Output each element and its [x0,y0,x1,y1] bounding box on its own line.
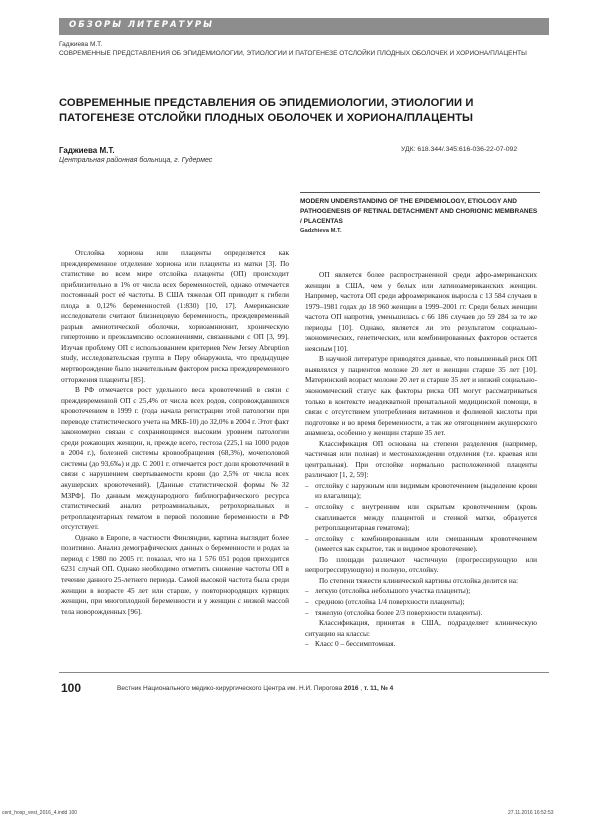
article-title: СОВРЕМЕННЫЕ ПРЕДСТАВЛЕНИЯ ОБ ЭПИДЕМИОЛОГИИ, ЭТИОЛОГИИ И ПАТОГЕНЕЗЕ ОТСЛОЙКИ ПЛОДНЫХ ОБОЛОЧЕК И ХОРИОНА/ПЛАЦЕНТЫ [59,97,474,124]
list-item: – отслойку с внутренним или скрытым кровотечением (кровь скапливается между плацентой и стенкой матки, образуется ретроплацентарная гематома); [305,502,537,534]
footer-divider [59,672,549,673]
list-item: – отслойку с комбинированным или смешанным кровотечением (имеется как скрытое, так и видимое кровотечение). [305,534,537,555]
paragraph: Классификация, принятая в США, подразделяет клиническую ситуацию на классы: [305,618,537,638]
left-column [61,248,289,617]
section-header-bar [59,18,549,35]
paragraph: В научной литературе приводятся данные, что повышенный риск ОП выявлялся у пациентов моложе 20 лет и женщин старше 35 лет [10]. Материнский возраст моложе 20 лет и старше 35 лет и низкий социально-экономический статус как факторы риска ОП могут рассматриваться только в контексте неадекватной пренатальной медицинской помощи, в связи с отсутствием употребления витаминов и фолиевой кислоты при подготовке и во время беременности, а так же отягощением акушерского анамнеза, особенно у женщин старше 35 лет. [305,354,537,438]
list-item: – среднюю (отслойка 1/4 поверхности плаценты); [305,597,537,608]
paragraph: ОП является более распространенной среди афро-американских женщин в США, чем у белых или латиноамериканских женщин. Например, частота ОП среди афроамериканок выросла с 13 584 случаев в 1979–1981 годах до 18 960 женщин в 1999–2001 гг. Среди белых женщин частота ОП напротив, уменьшилась с 66 186 случаев до 59 284 за те же периоды [10]. Однако, является ли это результатом социально-экономических, генетических, или комбинированных факторов остается неясным [10]. [305,270,537,353]
english-title: MODERN UNDERSTANDING OF THE EPIDEMIOLOGY, ETIOLOGY AND PATHOGENESIS OF RETINAL DETACHMENT AND CHORIONIC MEMBRANES / PLACENTAS [300,198,538,225]
list-item: – Класс 0 – бессимптомная. [305,639,537,650]
udk-code: УДК: 618.344/.345:616-036-22-07-092 [401,146,518,153]
journal-volume: т. 11, [363,685,379,692]
print-timestamp: 27.11.2016 16:52:53 [508,810,554,816]
author-affiliation: Центральная районная больница, г. Гудермес [59,157,213,164]
list-detachment-types [305,481,537,555]
list-severity [305,586,537,618]
page-number: 100 [61,681,82,695]
list-item: – отслойку с наружным или видимым кровотечением (выделение крови из влагалища); [305,481,537,502]
journal-name: Вестник Национального медико-хирургического Центра им. Н.И. Пирогова [117,685,343,692]
paragraph: Отслойка хориона или плаценты определяется как преждевременное отделение хориона или плаценты из матки [3]. По статистике во всем мире отслойка плаценты (ОП) происходит приблизительно в 1% от числа всех беременностей, однако отмечается постоянный рост её частоты. В США тяжелая ОП приводит к гибели плода в 0,12% беременностей (1:830) [10, 17]. Американские исследователи считают близнецовую беременность, преждевременный разрыв амниотической оболочки, хориоамнионит, хроническую гипертонию и преэклампсию осложнениями, связанными с ОП [3, 99]. Изучая проблему ОП с использованием критериев New Jersey Abruption study, исследовательская группа в Перу обнаружила, что предыдущее мертворождение было значительным фактором риска преждевременного отторжения плаценты [85]. [61,248,289,384]
journal-year: 2016 [343,685,359,692]
journal-issue: № 4 [380,685,394,692]
print-file-info: cent_hosp_vest_2016_4.indd 100 [2,810,78,816]
list-item: – легкую (отслойка небольшого участка плаценты); [305,586,537,597]
journal-citation: Вестник Национального медико-хирургического Центра им. Н.И. Пирогова 2016 , т. 11, № 4 [117,685,394,692]
paragraph: В РФ отмечается рост удельного веса кровотечений в связи с преждевременной ОП с 25,4% от числа всех родов, сопровождавшихся кровотечением в 1999 г. (года начала регистрации этой патологии при переводе статистического учета на МКБ-10) до 32,0% в 2004 г. Этот факт закономерно связан с сохраняющимся высоким уровнем патологии среди рожающих женщин, и, прежде всего, гестоза (225,1 на 1000 родов в 2004 г.), болезней системы кровообращения (68,3%), мочеполовой системы (до 93,6‰) и др. С 2001 г. отмечается рост доли кровотечений в связи с нарушением свертываемости крови (до 2,5% от числа всех акушерских кровотечений). [Данные статистической формы №32 МЗРФ]. По данным международного библиографического ресурса статистический анализ ретроамниальных, ретрохориальных и ретроплацентарных гематом в первой половине беременности в РФ отсутствует. [61,385,289,532]
paragraph: Однако в Европе, в частности Финляндии, картина выглядит более позитивно. Анализ демографических данных о беременности и родах за период с 1980 по 2005 гг. показал, что на 1 576 051 родов приходится 6231 случай ОП. Однако необходимо отметить снижение частоты ОП в течение данного 25-летнего периода. Самой высокой частота была среди женщин в возрасте 45 лет или старше, у повторнородящих курящих женщин, при многоплодной беременности и у женщин с низкой массой тела новорожденных [96]. [61,532,289,616]
article-author: Гаджиева М.Т. [59,146,115,155]
paragraph: Классификация ОП основана на степени разделения (например, частичная или полная) и местонахождении отделения (т.е. краевая или центральная). При отслойке нормально расположенной плаценты различают [1, 2, 59]: [305,438,537,480]
paragraph: По степени тяжести клинической картины отслойка делится на: [319,575,519,585]
section-label: ОБЗОРЫ ЛИТЕРАТУРЫ [69,20,214,30]
right-column [305,270,537,650]
running-head [59,41,559,58]
paragraph: По площади различают частичную (прогрессирующую или непрогрессирующую) и полную, отслойку. [305,554,537,575]
running-head-author: Гаджиева М.Т. [59,41,103,48]
english-author: Gadzhieva M.T. [300,228,342,234]
english-title-block [300,192,540,234]
list-classes [305,639,537,650]
running-head-title: СОВРЕМЕННЫЕ ПРЕДСТАВЛЕНИЯ ОБ ЭПИДЕМИОЛОГИИ, ЭТИОЛОГИИ И ПАТОГЕНЕЗЕ ОТСЛОЙКИ ПЛОДНЫХ ОБОЛОЧЕК И ХОРИОНА/ПЛАЦЕНТЫ [59,49,527,57]
list-item: – тяжелую (отслойка более 2/3 поверхности плаценты). [305,608,537,619]
